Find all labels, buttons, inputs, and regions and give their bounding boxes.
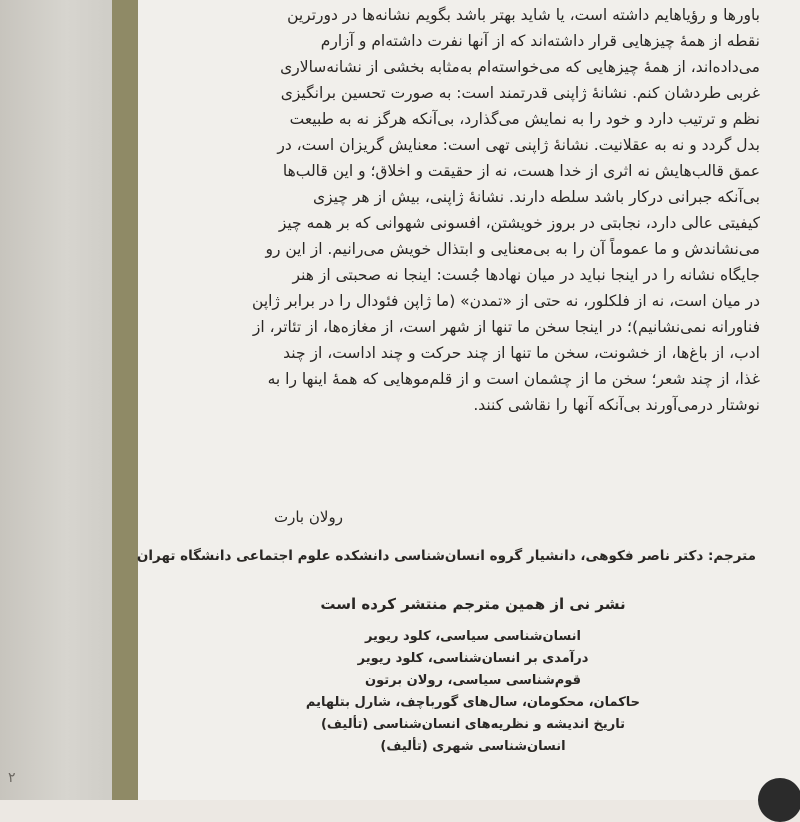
related-book-item: تاریخ اندیشه و نظریه‌های انسان‌شناسی (تألیف) bbox=[320, 717, 626, 732]
quote-line: فناورانه نمی‌نشانیم)؛ در اینجا سخن ما تنها از شهر است، از مغازه‌ها، از تئاتر، از bbox=[252, 318, 760, 336]
quote-line: می‌نشاندش و ما عموماً آن را به بی‌معنایی و ابتذال خویش می‌رانیم. از این رو bbox=[265, 240, 760, 258]
quote-line: بی‌آنکه جبرانی درکار باشد سلطه دارند. نشانهٔ ژاپنی، بیش از هر چیزی bbox=[312, 188, 760, 206]
related-book-item: درآمدی بر انسان‌شناسی، کلود ریویر bbox=[357, 651, 589, 666]
quote-author: رولان بارت bbox=[274, 508, 343, 526]
book-spine bbox=[0, 0, 112, 800]
back-cover-page bbox=[138, 0, 800, 800]
quote-line: جایگاه نشانه را در اینجا نباید در میان نهادها جُست: اینجا نه صحبتی از هنر bbox=[292, 266, 760, 284]
related-books-heading: نشر نی از همین مترجم منتشر کرده است bbox=[320, 595, 626, 613]
related-book-item: انسان‌شناسی شهری (تألیف) bbox=[380, 739, 566, 754]
translator-credit: مترجم: دکتر ناصر فکوهی، دانشیار گروه انسان‌شناسی دانشکده علوم اجتماعی دانشگاه تهران bbox=[136, 548, 756, 564]
related-book-item: قوم‌شناسی سیاسی، رولان برتون bbox=[365, 673, 581, 688]
quote-line: ادب، از باغ‌ها، از خشونت، سخن ما تنها از چند حرکت و چند اداست، از چند bbox=[283, 344, 760, 362]
quote-line: بدل گردد و نه به عقلانیت. نشانهٔ ژاپنی تهی است: معنایش گریزان است، در bbox=[277, 136, 760, 154]
spine-color-band bbox=[112, 0, 138, 800]
quote-line: می‌داده‌اند، از همهٔ چیزهایی که می‌خواسته‌ام به‌مثابه بخشی از نشانه‌سالاری bbox=[280, 58, 760, 76]
quote-line: غذا، از چند شعر؛ سخن ما از چشمان است و از قلم‌موهایی که همهٔ اینها را به bbox=[267, 370, 760, 388]
quote-line: نقطه از همهٔ چیزهایی قرار داشته‌اند که از آنها نفرت داشته‌ام و آزارم bbox=[320, 32, 760, 50]
related-books-list bbox=[178, 626, 768, 758]
related-book-item: حاکمان، محکومان، سال‌های گورباچف، شارل بتلهایم bbox=[305, 695, 641, 710]
quote-line: نظم و ترتیب دارد و خود را به نمایش می‌گذارد، بی‌آنکه هرگز نه به طبیعت bbox=[289, 110, 760, 128]
quote-line: عمق قالب‌هایش نه اثری از خدا هست، نه از حقیقت و اخلاق؛ و این قالب‌ها bbox=[282, 162, 760, 180]
quote-line: باورها و رؤیاهایم داشته است، یا شاید بهتر باشد بگویم نشانه‌ها در دورترین bbox=[287, 6, 760, 24]
back-cover-content bbox=[136, 0, 768, 800]
quote-line: نوشتار درمی‌آورند بی‌آنکه آنها را نقاشی کنند. bbox=[473, 396, 760, 414]
quote-paragraph bbox=[180, 2, 760, 418]
spine-mark: ۲ bbox=[8, 770, 16, 786]
quote-line: کیفیتی عالی دارد، نجابتی در بروز خویشتن، افسونی شهوانی که بر همه چیز bbox=[278, 214, 760, 232]
publisher-logo-circle bbox=[758, 778, 800, 822]
quote-line: غربی طردشان کنم. نشانهٔ ژاپنی قدرتمند است: به صورت تحسین برانگیزی bbox=[280, 84, 760, 102]
related-book-item: انسان‌شناسی سیاسی، کلود ریویر bbox=[364, 629, 582, 644]
quote-line: در میان است، نه از فلکلور، نه حتی از «تمدن» (ما ژاپن فئودال را در برابر ژاپن bbox=[252, 292, 760, 310]
